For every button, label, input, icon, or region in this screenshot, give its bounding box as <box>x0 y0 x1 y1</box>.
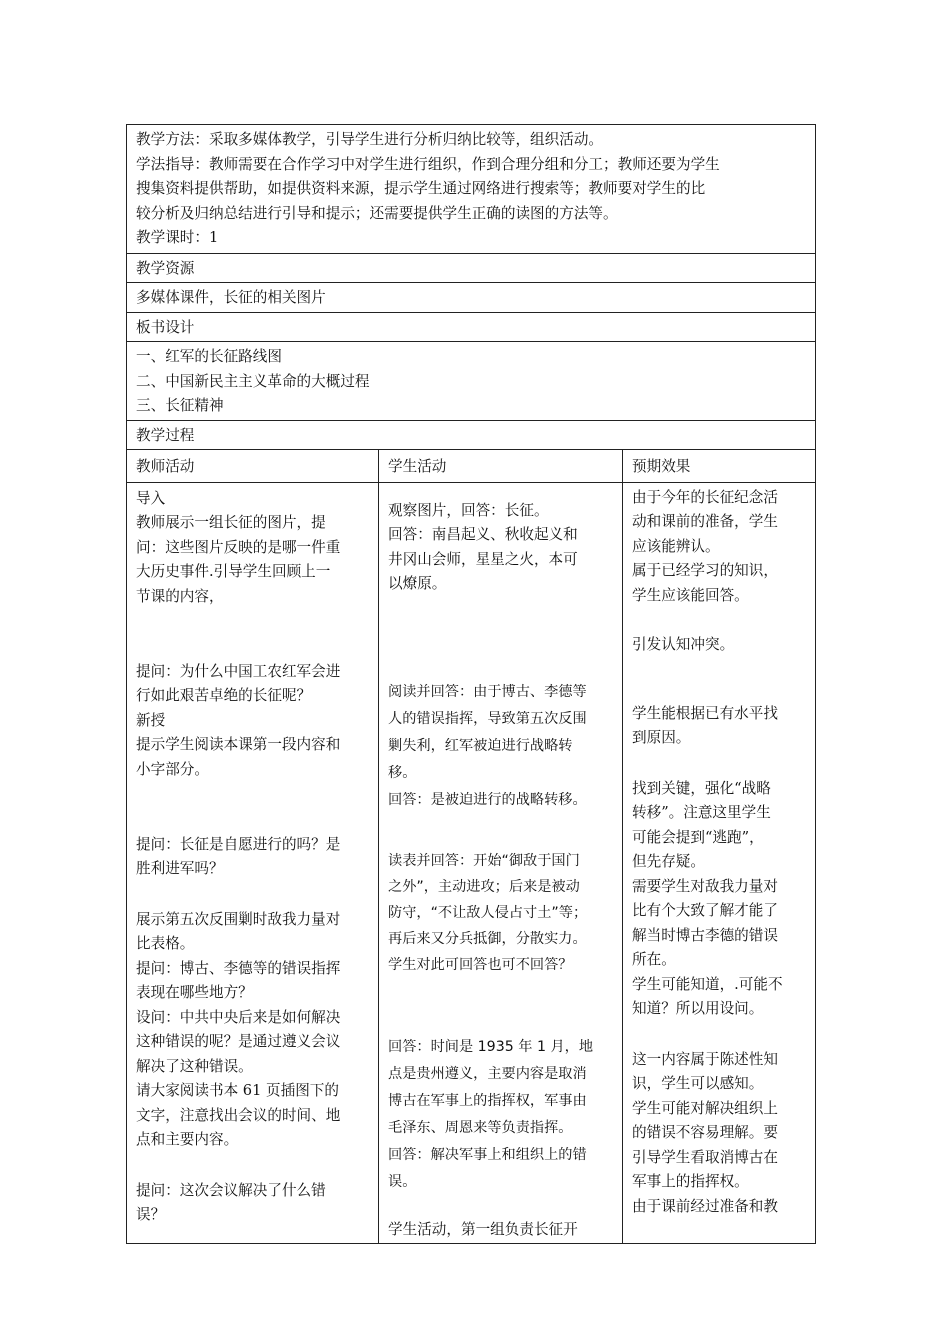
teaching-method-cell <box>127 125 816 254</box>
teaching-method-line: 教学方法：采取多媒体教学，引导学生进行分析归纳比较等，组织活动。 <box>136 131 604 148</box>
teacher-spacer <box>136 882 369 908</box>
student-line: 学生对此可回答也可不回答？ <box>388 956 573 973</box>
student-line: 再后来又分兵抵御，分散实力。 <box>388 930 587 947</box>
student-line: 博古在军事上的指挥权，军事由 <box>388 1092 587 1109</box>
class-hours-line: 教学课时：1 <box>136 229 219 246</box>
student-gap <box>388 978 613 1034</box>
student-line: 毛泽东、周恩来等负责指挥。 <box>388 1119 573 1136</box>
teacher-line: 胜利进军吗？ <box>136 860 224 877</box>
teacher-line: 节课的内容， <box>136 587 224 605</box>
effect-spacer <box>632 682 806 702</box>
teacher-line: 提问：为什么中国工农红军会进 <box>136 662 341 680</box>
teacher-spacer <box>136 1153 369 1179</box>
board-design-heading: 板书设计 <box>127 312 816 342</box>
effect-line: 由于今年的长征纪念活 <box>632 488 778 506</box>
student-line: 之外”，主动进攻；后来是被动 <box>388 878 580 895</box>
board-design-items <box>127 342 816 421</box>
effect-line: 属于已经学习的知识， <box>632 562 778 579</box>
effect-line: 的错误不容易理解。要 <box>632 1124 778 1141</box>
student-line: 剿失利，红军被迫进行战略转 <box>388 737 573 754</box>
effect-line: 学生能根据已有水平找 <box>632 704 778 722</box>
teacher-line: 行如此艰苦卓绝的长征呢？ <box>136 687 312 704</box>
lesson-plan-table <box>126 124 816 1244</box>
study-guide-line-3: 较分析及归纳总结进行引导和提示；还需要提供学生正确的读图的方法等。 <box>136 204 618 222</box>
teacher-spacer <box>136 782 369 807</box>
effect-line: 转移”。注意这里学生 <box>632 804 771 821</box>
teacher-activity-cell <box>127 482 379 1244</box>
student-line: 点是贵州遵义，主要内容是取消 <box>388 1065 587 1082</box>
teacher-spacer <box>136 609 369 634</box>
effect-line: 但先存疑。 <box>632 853 705 870</box>
student-line: 回答：是被迫进行的战略转移。 <box>388 791 587 808</box>
teacher-line: 提示学生阅读本课第一段内容和 <box>136 736 341 753</box>
study-guide-line-1: 学法指导：教师需要在合作学习中对学生进行组织，作到合理分组和分工；教师还要为学生 <box>136 155 720 173</box>
teacher-line: 点和主要内容。 <box>136 1131 239 1148</box>
student-line: 阅读并回答：由于博古、李德等 <box>388 683 587 700</box>
teacher-line: 提问：长征是自愿进行的吗？是 <box>136 835 341 853</box>
student-line: 移。 <box>388 764 417 781</box>
student-gap <box>388 814 613 848</box>
effect-line: 所在。 <box>632 951 676 968</box>
student-line: 人的错误指挥，导致第五次反围 <box>388 710 587 727</box>
effect-line: 学生可能知道，.可能不 <box>632 975 783 993</box>
student-line: 以燎原。 <box>388 575 447 592</box>
column-header-student: 学生活动 <box>379 450 623 483</box>
student-line: 读表并回答：开始“御敌于国门 <box>388 852 580 869</box>
resources-content: 多媒体课件，长征的相关图片 <box>127 283 816 313</box>
process-heading: 教学过程 <box>127 420 816 450</box>
teacher-line: 大历史事件.引导学生回顾上一 <box>136 563 331 580</box>
effect-line: 由于课前经过准备和教 <box>632 1197 778 1215</box>
student-activity-cell <box>379 482 623 1244</box>
column-header-effect: 预期效果 <box>623 450 816 483</box>
effect-line: 识，学生可以感知。 <box>632 1075 764 1092</box>
teacher-line: 这种错误的呢？是通过遵义会议 <box>136 1033 341 1050</box>
student-line: 井冈山会师，星星之火，本可 <box>388 550 578 568</box>
board-item-1: 一、红军的长征路线图 <box>136 348 282 365</box>
teacher-line: 教师展示一组长征的图片，提 <box>136 514 326 531</box>
board-item-3: 三、长征精神 <box>136 397 224 414</box>
teacher-line: 提问：博古、李德等的错误指挥 <box>136 959 341 977</box>
teacher-line: 解决了这种错误。 <box>136 1057 253 1075</box>
expected-effect-cell <box>623 482 816 1244</box>
teacher-line: 新授 <box>136 711 166 729</box>
effect-spacer <box>632 751 806 777</box>
teacher-line: 请大家阅读书本 61 页插图下的 <box>136 1082 339 1099</box>
effect-line: 到原因。 <box>632 729 691 746</box>
teacher-line: 文字，注意找出会议的时间、地 <box>136 1106 341 1124</box>
teacher-line: 表现在哪些地方？ <box>136 984 253 1001</box>
effect-line: 需要学生对敌我力量对 <box>632 877 778 895</box>
effect-line: 引导学生看取消博古在 <box>632 1148 778 1166</box>
teacher-line: 问：这些图片反映的是哪一件重 <box>136 538 341 556</box>
teacher-line: 导入 <box>136 489 166 507</box>
effect-line: 解当时博古李德的错误 <box>632 926 778 944</box>
teacher-line: 比表格。 <box>136 935 195 952</box>
effect-line: 军事上的指挥权。 <box>632 1173 749 1190</box>
teacher-line: 提问：这次会议解决了什么错 <box>136 1181 326 1199</box>
effect-line: 这一内容属于陈述性知 <box>632 1050 778 1068</box>
student-line: 防守，“不让敌人侵占寸土”等； <box>388 904 588 921</box>
effect-line: 学生应该能回答。 <box>632 586 749 604</box>
effect-line: 知道？所以用设问。 <box>632 1000 764 1017</box>
teacher-line: 小字部分。 <box>136 760 209 778</box>
student-line: 回答：解决军事上和组织上的错 <box>388 1146 587 1163</box>
effect-spacer <box>632 608 806 633</box>
teacher-line: 展示第五次反围剿时敌我力量对 <box>136 910 341 928</box>
effect-spacer <box>632 657 806 682</box>
teacher-spacer <box>136 634 369 660</box>
student-gap <box>388 597 613 679</box>
effect-line: 比有个大致了解才能了 <box>632 902 778 919</box>
effect-line: 学生可能对解决组织上 <box>632 1099 778 1117</box>
effect-spacer <box>632 1022 806 1048</box>
student-line: 回答：时间是 1935 年 1 月，地 <box>388 1038 594 1055</box>
effect-line: 引发认知冲突。 <box>632 635 735 653</box>
effect-line: 应该能辨认。 <box>632 537 720 555</box>
student-line: 观察图片，回答：长征。 <box>388 501 549 519</box>
effect-line: 动和课前的准备，学生 <box>632 513 778 530</box>
student-gap <box>388 1196 613 1218</box>
resources-heading: 教学资源 <box>127 253 816 283</box>
effect-line: 可能会提到“逃跑”， <box>632 828 764 846</box>
student-line: 回答：南昌起义、秋收起义和 <box>388 526 578 543</box>
effect-line: 找到关键，强化“战略 <box>632 779 771 797</box>
student-line: 误。 <box>388 1173 417 1190</box>
teacher-spacer <box>136 807 369 833</box>
board-item-2: 二、中国新民主主义革命的大概过程 <box>136 372 370 390</box>
column-header-teacher: 教师活动 <box>127 450 379 483</box>
teacher-line: 设问：中共中央后来是如何解决 <box>136 1008 341 1026</box>
study-guide-line-2: 搜集资料提供帮助，如提供资料来源，提示学生通过网络进行搜索等；教师要对学生的比 <box>136 180 706 197</box>
teacher-line: 误？ <box>136 1206 166 1223</box>
student-line: 学生活动，第一组负责长征开 <box>388 1220 578 1238</box>
